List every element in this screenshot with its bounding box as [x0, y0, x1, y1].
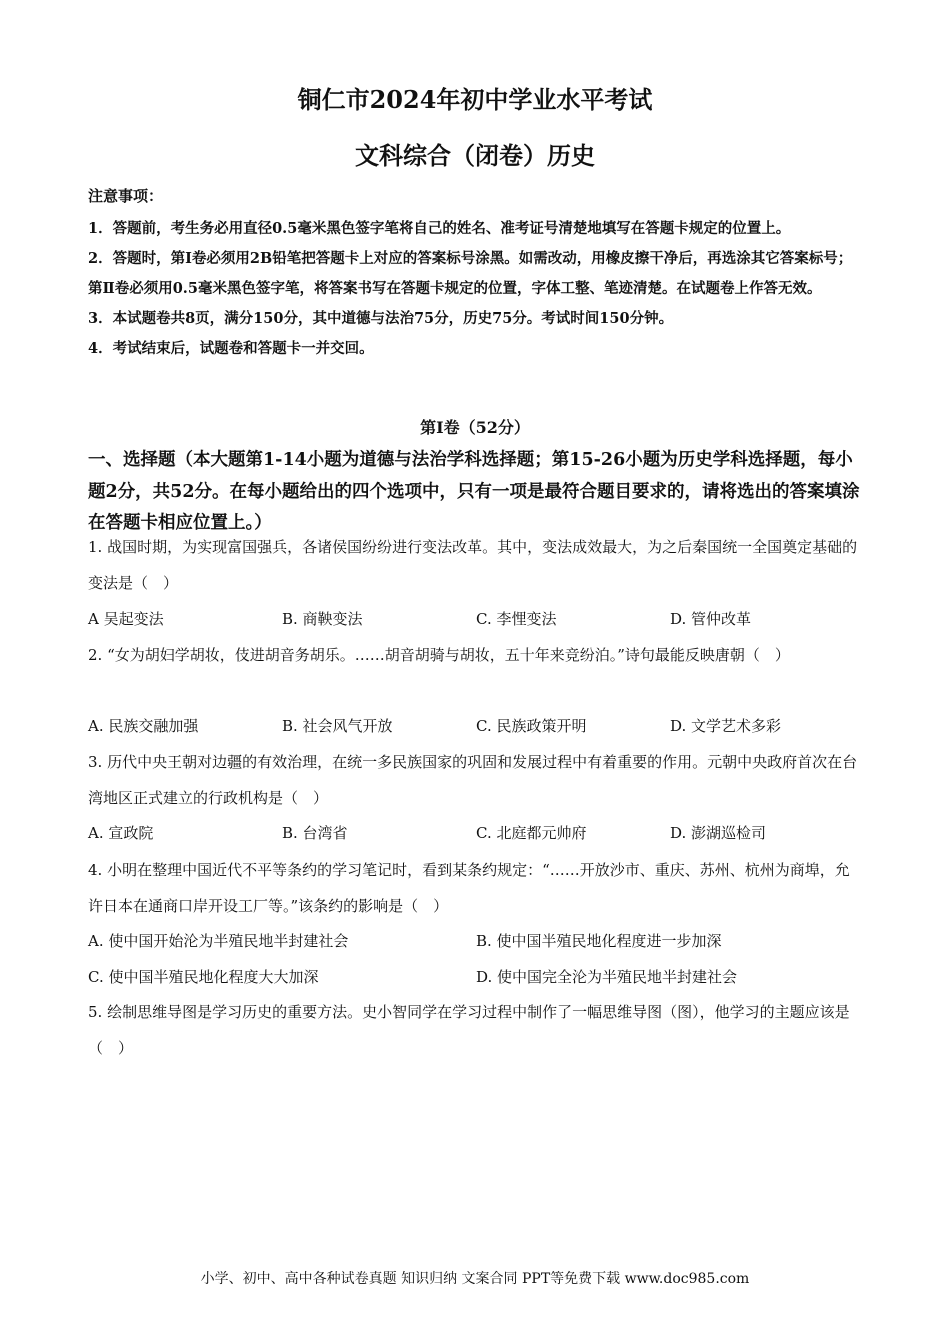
question-stem: [88, 637, 863, 673]
page-footer: 小学、初中、高中各种试卷真题 知识归纳 文案合同 PPT等免费下载 www.doc985.com: [200, 1271, 750, 1287]
notes-list: [88, 214, 863, 364]
question-stem: [88, 994, 863, 1066]
option-c: C. 民族政策开明: [476, 717, 587, 735]
option-a: A. 宣政院: [88, 824, 154, 842]
option-d: D. 管仲改革: [670, 610, 752, 628]
exam-subtitle: 文科综合（闭卷）历史: [355, 141, 595, 170]
question-stem: [88, 529, 863, 601]
question-1-text: 1. 战国时期，为实现富国强兵，各诸侯国纷纷进行变法改革。其中，变法成效最大，为之后秦国统一全国奠定基础的变法是（ ）: [88, 538, 858, 592]
option-a: A. 使中国开始沦为半殖民地半封建社会: [88, 932, 349, 950]
question-stem: [88, 852, 863, 924]
note-item: 1．答题前，考生务必用直径0.5毫米黑色签字笔将自己的姓名、准考证号清楚地填写在答题卡规定的位置上。: [88, 220, 791, 237]
question-3-text: 3. 历代中央王朝对边疆的有效治理，在统一多民族国家的巩固和发展过程中有着重要的作用。元朝中央政府首次在台湾地区正式建立的行政机构是（ ）: [88, 753, 858, 807]
option-d: D. 澎湖巡检司: [670, 824, 767, 842]
section-instructions: 一、选择题（本大题第1-14小题为道德与法治学科选择题；第15-26小题为历史学科选择题，每小题2分，共52分。在每小题给出的四个选项中，只有一项是最符合题目要求的，请将选出的答案填涂在答题卡相应位置上。）: [88, 450, 860, 533]
note-item: 2．答题时，第Ⅰ卷必须用2B铅笔把答题卡上对应的答案标号涂黑。如需改动，用橡皮擦干净后，再选涂其它答案标号；第Ⅱ卷必须用0.5毫米黑色签字笔，将答案书写在答题卡规定的位置，字体工整、笔迹清楚。在试题卷上作答无效。: [88, 250, 853, 297]
question-stem: [88, 744, 863, 816]
notes-heading: 注意事项：: [88, 187, 164, 205]
option-c: C. 北庭都元帅府: [476, 824, 587, 842]
question-5-text: 5. 绘制思维导图是学习历史的重要方法。史小智同学在学习过程中制作了一幅思维导图（图），他学习的主题应该是（ ）: [88, 1003, 850, 1057]
question-4-options-row1: [88, 929, 863, 953]
part-title: 第Ⅰ卷（52分）: [420, 418, 530, 437]
question-4-options-row2: [88, 965, 863, 989]
note-item: 3．本试题卷共8页，满分150分，其中道德与法治75分，历史75分。考试时间150分钟。: [88, 310, 674, 327]
option-b: B. 台湾省: [282, 824, 348, 842]
option-b: B. 使中国半殖民地化程度进一步加深: [476, 932, 722, 950]
question-1-options: [88, 607, 863, 631]
option-a: A 吴起变法: [88, 610, 164, 628]
option-a: A. 民族交融加强: [88, 717, 199, 735]
exam-title: 铜仁市2024年初中学业水平考试: [297, 85, 653, 114]
option-c: C. 使中国半殖民地化程度大大加深: [88, 968, 319, 986]
question-3-options: [88, 821, 863, 845]
option-c: C. 李悝变法: [476, 610, 557, 628]
question-2-options: [88, 714, 863, 738]
option-b: B. 社会风气开放: [282, 717, 393, 735]
option-d: D. 文学艺术多彩: [670, 717, 782, 735]
note-item: 4．考试结束后，试题卷和答题卡一并交回。: [88, 340, 374, 357]
question-4-text: 4. 小明在整理中国近代不平等条约的学习笔记时，看到某条约规定：“……开放沙市、重庆、苏州、杭州为商埠，允许日本在通商口岸开设工厂等。”该条约的影响是（ ）: [88, 861, 850, 915]
option-d: D. 使中国完全沦为半殖民地半封建社会: [476, 968, 738, 986]
question-2-text: 2. “女为胡妇学胡妆，伎进胡音务胡乐。……胡音胡骑与胡妆，五十年来竞纷泊。”诗句最能反映唐朝（ ）: [88, 646, 790, 664]
option-b: B. 商鞅变法: [282, 610, 363, 628]
